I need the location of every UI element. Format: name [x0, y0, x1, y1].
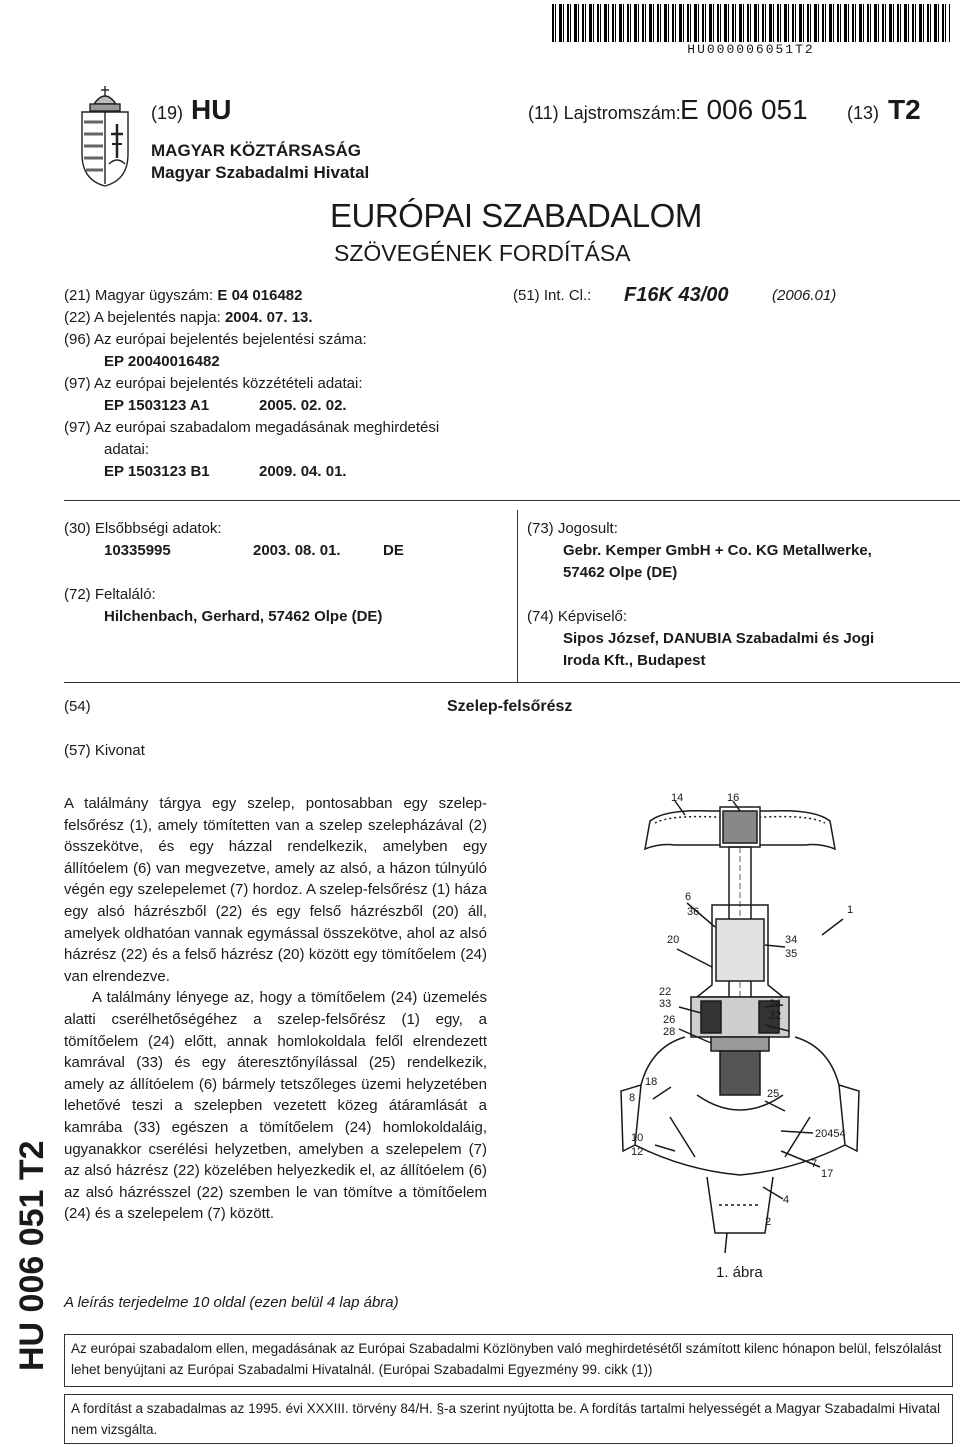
svg-text:33: 33: [659, 998, 672, 1010]
svg-text:26: 26: [663, 1014, 676, 1026]
field-97b-label: (97) Az európai szabadalom megadásának meghirdetési: [64, 419, 440, 436]
svg-text:7: 7: [811, 1158, 818, 1170]
office-line-1: MAGYAR KÖZTÁRSASÁG: [151, 141, 361, 160]
svg-text:22: 22: [659, 986, 672, 998]
svg-text:4: 4: [783, 1194, 790, 1206]
proprietor-line-2: 57462 Olpe (DE): [563, 564, 678, 581]
barcode-number: HU000006051T2: [687, 42, 815, 57]
field-97a-label: (97) Az európai bejelentés közzétételi adatai:: [64, 375, 363, 392]
field-96-value: EP 20040016482: [104, 353, 220, 370]
abstract-text: [64, 793, 487, 1225]
priority-country: DE: [383, 542, 404, 559]
svg-text:32: 32: [769, 1010, 782, 1022]
abstract-paragraph-1: A találmány tárgya egy szelep, pontosabban egy szelep-felsőrész (1), amely tömítetten van a szelep szelepházával (2) összekötve, és egy házzal rendelkezik, amelyben egy állítóelem (6) van megvezetve, amely az alsó, a házon túlnyúló végén egy szelepelemet (7) hordoz. A szelep-felsőrész (1) háza egy alsó házrészből (22) és egy felső házrészből (20) áll, amelyek oldhatóan vannak egymással összekötve, ahol az alsó házrész (22) és a felső házrész (20) között egy tömítőelem (24) van elrendezve.: [64, 795, 487, 985]
svg-text:28: 28: [663, 1026, 676, 1038]
invention-title: Szelep-felsőrész: [447, 698, 573, 715]
side-document-number: HU 006 051 T2: [13, 1140, 51, 1371]
office-line-2: Magyar Szabadalmi Hivatal: [151, 163, 370, 182]
svg-text:20454: 20454: [815, 1128, 846, 1140]
translation-notice: A fordítást a szabadalmas az 1995. évi XXXIII. törvény 84/H. §-a szerint nyújtotta be. A fordítás tartalmi helyességét a Magyar Szabadalmi Hivatal nem vizsgálta.: [64, 1394, 953, 1444]
field-97a-date: 2005. 02. 02.: [259, 397, 347, 414]
svg-text:17: 17: [821, 1168, 834, 1180]
ipc-class: F16K 43/00: [624, 284, 729, 306]
divider: [64, 500, 960, 501]
svg-text:12: 12: [631, 1146, 644, 1158]
field-97b-date: 2009. 04. 01.: [259, 463, 347, 480]
document-title: EURÓPAI SZABADALOM: [330, 197, 702, 234]
svg-text:36: 36: [687, 906, 700, 918]
code-54: (54): [64, 698, 91, 715]
representative-line-2: Iroda Kft., Budapest: [563, 652, 706, 669]
abstract-paragraph-2: A találmány lényege az, hogy a tömítőelem (24) üzemelés alatti cserélhetőségéhez a szelep-felsőrész (1) egy, a tömítőelem (24) előtt, annak homlokoldala felől elrendezett kamrával (33) és egy áteresztőnyílással (25) rendelkezik, amely az állítóelem (6) bármely tetszőleges üzemi helyzetében lehetővé teszi a szelepben vezetett közeg átáramlását a kamrába (33) egészen a tömítőelem (24) homlokoldaláig, ugyanakkor cserélési helyzetben, amelyben a szelepelem (7) az alsó házrész (22) közelében helyezkedik el, az állítóelem (6) az alsó házrésszel (22) szemben le van tömítve a tömítőelem (24) és a szelepelem (7) között.: [64, 989, 487, 1223]
valve-drawing: [615, 785, 865, 1255]
code-57: (57) Kivonat: [64, 742, 145, 759]
code-13: (13): [847, 103, 880, 123]
country-code: HU: [191, 94, 232, 125]
svg-text:10: 10: [631, 1132, 644, 1144]
ipc-version: (2006.01): [772, 287, 837, 304]
svg-text:2: 2: [765, 1216, 772, 1228]
registration-number: E 006 051: [680, 94, 808, 125]
field-97a-number: EP 1503123 A1: [104, 397, 210, 414]
svg-text:34: 34: [785, 934, 798, 946]
svg-text:1: 1: [847, 904, 854, 916]
document-extent: A leírás terjedelme 10 oldal (ezen belül 4 lap ábra): [64, 1294, 399, 1311]
svg-text:16: 16: [727, 792, 740, 804]
code-11-label: (11) Lajstromszám:: [528, 103, 681, 123]
svg-text:18: 18: [645, 1076, 658, 1088]
field-30-label: (30) Elsőbbségi adatok:: [64, 520, 222, 537]
barcode: [552, 4, 950, 42]
priority-date: 2003. 08. 01.: [253, 542, 341, 559]
svg-text:24: 24: [769, 998, 782, 1010]
svg-text:6: 6: [685, 891, 692, 903]
field-97b-number: EP 1503123 B1: [104, 463, 210, 480]
svg-text:8: 8: [629, 1092, 636, 1104]
svg-text:20: 20: [667, 934, 680, 946]
column-divider: [517, 510, 518, 682]
proprietor-line-1: Gebr. Kemper GmbH + Co. KG Metallwerke,: [563, 542, 872, 559]
field-51-label: (51) Int. Cl.:: [513, 287, 592, 304]
code-19: (19): [151, 103, 184, 123]
opposition-notice: Az európai szabadalom ellen, megadásának az Európai Szabadalmi Közlönyben való meghirdetésétől számított kilenc hónapon belül, felszólalást lehet benyújtani az Európai Szabadalmi Hivatalnál. (Európai Szabadalmi Egyezmény 99. cikk (1)): [64, 1334, 953, 1387]
field-73-label: (73) Jogosult:: [527, 520, 618, 537]
field-21: (21) Magyar ügyszám: E 04 016482: [64, 287, 303, 304]
figure-caption: 1. ábra: [716, 1264, 763, 1281]
field-96-label: (96) Az európai bejelentés bejelentési száma:: [64, 331, 367, 348]
kind-code: T2: [888, 94, 921, 125]
priority-number: 10335995: [104, 542, 171, 559]
representative-line-1: Sipos József, DANUBIA Szabadalmi és Jogi: [563, 630, 875, 647]
svg-text:25: 25: [767, 1088, 780, 1100]
svg-text:35: 35: [785, 948, 798, 960]
svg-text:14: 14: [671, 792, 684, 804]
field-74-label: (74) Képviselő:: [527, 608, 628, 625]
inventor: Hilchenbach, Gerhard, 57462 Olpe (DE): [104, 608, 383, 625]
divider: [64, 682, 960, 683]
field-72-label: (72) Feltaláló:: [64, 586, 156, 603]
field-22: (22) A bejelentés napja: 2004. 07. 13.: [64, 309, 313, 326]
coat-of-arms-icon: [76, 84, 134, 188]
field-97b-label-cont: adatai:: [104, 441, 150, 458]
document-subtitle: SZÖVEGÉNEK FORDÍTÁSA: [334, 240, 631, 266]
